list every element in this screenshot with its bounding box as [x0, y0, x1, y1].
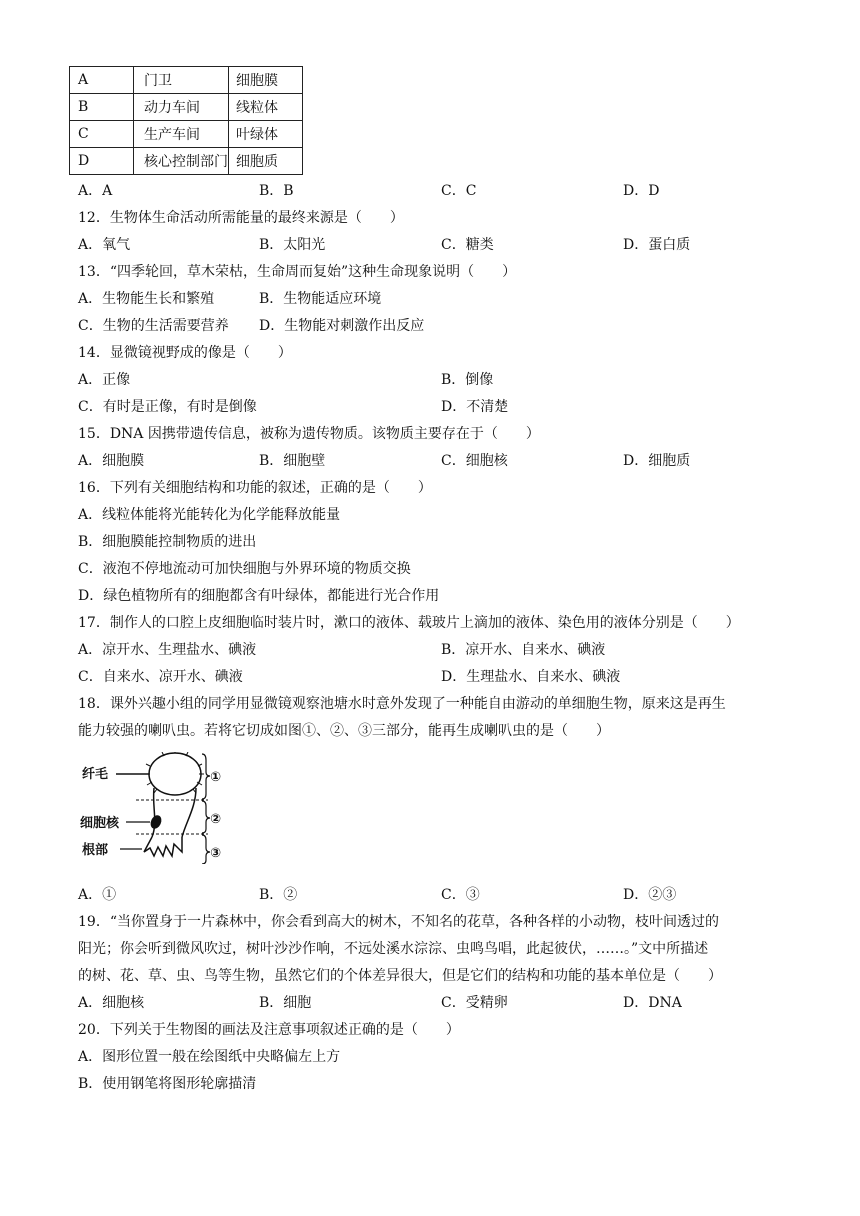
question-19-line3: 的树、花、草、虫、鸟等生物，虽然它们的个体差异很大，但是它们的结构和功能的基本单位是（ ） — [78, 968, 722, 984]
q11-option-c: C．C — [441, 183, 477, 199]
q19-option-a: A．细胞核 — [78, 995, 145, 1011]
label-part-1: ① — [210, 770, 222, 785]
q11-option-a: A．A — [78, 183, 113, 199]
table-row — [70, 94, 303, 121]
q16-option-b: B．细胞膜能控制物质的进出 — [78, 534, 257, 550]
q13-option-c: C．生物的生活需要营养 — [78, 318, 229, 334]
q17-option-c: C．自来水、凉开水、碘液 — [78, 669, 243, 685]
q13-option-a: A．生物能生长和繁殖 — [78, 291, 215, 307]
q20-option-b: B．使用钢笔将图形轮廓描清 — [78, 1076, 257, 1092]
question-13-stem: 13．“四季轮回，草木荣枯，生命周而复始”这种生命现象说明（ ） — [78, 264, 517, 280]
q18-option-a: A．① — [78, 887, 117, 903]
question-12-stem: 12．生物体生命活动所需能量的最终来源是（ ） — [78, 210, 404, 226]
q13-option-d: D．生物能对刺激作出反应 — [259, 318, 425, 334]
label-part-3: ③ — [210, 846, 222, 861]
q14-option-c: C．有时是正像，有时是倒像 — [78, 399, 257, 415]
table-cell: 细胞质 — [229, 148, 303, 175]
q19-option-c: C．受精卵 — [441, 995, 508, 1011]
q17-option-d: D．生理盐水、自来水、碘液 — [441, 669, 621, 685]
q18-option-b: B．② — [259, 887, 298, 903]
question-18-stem-line1: 18．课外兴趣小组的同学用显微镜观察池塘水时意外发现了一种能自由游动的单细胞生物，原来这是再生 — [78, 696, 726, 712]
table-cell: B — [70, 94, 134, 121]
q16-option-c: C．液泡不停地流动可加快细胞与外界环境的物质交换 — [78, 561, 411, 577]
table-cell: C — [70, 121, 134, 148]
question-14-stem: 14．显微镜视野成的像是（ ） — [78, 345, 292, 361]
question-19-line2: 阳光；你会听到微风吹过，树叶沙沙作响，不远处溪水淙淙、虫鸣鸟唱，此起彼伏，……。”文中所描述 — [78, 941, 709, 957]
q19-option-d: D．DNA — [623, 995, 682, 1011]
q15-option-d: D．细胞质 — [623, 453, 691, 469]
table-cell: D — [70, 148, 134, 175]
table-row — [70, 67, 303, 94]
cilia-crown-outline — [149, 753, 201, 795]
question-15-stem: 15．DNA 因携带遗传信息，被称为遗传物质。该物质主要存在于（ ） — [78, 426, 540, 442]
table-cell: 细胞膜 — [229, 67, 303, 94]
q12-option-b: B．太阳光 — [259, 237, 326, 253]
q18-option-c: C．③ — [441, 887, 480, 903]
question-17-stem: 17．制作人的口腔上皮细胞临时装片时，漱口的液体、载玻片上滴加的液体、染色用的液体分别是（ ） — [78, 615, 740, 631]
table-cell: 核心控制部门 — [134, 148, 229, 175]
q12-option-d: D．蛋白质 — [623, 237, 691, 253]
root-outline — [144, 837, 182, 856]
nucleus-shape — [149, 814, 164, 831]
table-row — [70, 121, 303, 148]
table-cell: 动力车间 — [134, 94, 229, 121]
label-part-2: ② — [210, 812, 222, 827]
q18-option-d: D．②③ — [623, 887, 677, 903]
label-cilia: 纤毛 — [82, 767, 109, 782]
q16-option-a: A．线粒体能将光能转化为化学能释放能量 — [78, 507, 341, 523]
table-cell: 叶绿体 — [229, 121, 303, 148]
q11-table — [69, 66, 303, 175]
q14-option-a: A．正像 — [78, 372, 131, 388]
q17-option-b: B．凉开水、自来水、碘液 — [441, 642, 606, 658]
table-cell: 线粒体 — [229, 94, 303, 121]
q12-option-a: A．氧气 — [78, 237, 131, 253]
q14-option-d: D．不清楚 — [441, 399, 509, 415]
table-cell: 生产车间 — [134, 121, 229, 148]
question-16-stem: 16．下列有关细胞结构和功能的叙述，正确的是（ ） — [78, 480, 432, 496]
table-cell: 门卫 — [134, 67, 229, 94]
q19-option-b: B．细胞 — [259, 995, 312, 1011]
q12-option-c: C．糖类 — [441, 237, 494, 253]
table-row — [70, 148, 303, 175]
bracket-1 — [202, 754, 210, 799]
q14-option-b: B．倒像 — [441, 372, 494, 388]
question-19-line1: 19．“当你置身于一片森林中，你会看到高大的树木，不知名的花草，各种各样的小动物，枝叶间透过的 — [78, 914, 719, 930]
bracket-3 — [202, 835, 210, 864]
q15-option-b: B．细胞壁 — [259, 453, 326, 469]
q11-option-b: B．B — [259, 183, 294, 199]
question-20-stem: 20．下列关于生物图的画法及注意事项叙述正确的是（ ） — [78, 1022, 460, 1038]
label-nucleus: 细胞核 — [80, 816, 120, 831]
q15-option-c: C．细胞核 — [441, 453, 508, 469]
question-18-stem-line2: 能力较强的喇叭虫。若将它切成如图①、②、③三部分，能再生成喇叭虫的是（ ） — [78, 723, 610, 739]
q20-option-a: A．图形位置一般在绘图纸中央略偏左上方 — [78, 1049, 341, 1065]
q15-option-a: A．细胞膜 — [78, 453, 145, 469]
table-cell: A — [70, 67, 134, 94]
q11-option-d: D．D — [623, 183, 660, 199]
q13-option-b: B．生物能适应环境 — [259, 291, 382, 307]
bracket-2 — [202, 801, 210, 833]
q16-option-d: D．绿色植物所有的细胞都含有叶绿体，都能进行光合作用 — [78, 588, 440, 604]
q17-option-a: A．凉开水、生理盐水、碘液 — [78, 642, 257, 658]
label-root: 根部 — [82, 843, 109, 858]
trumpet-animalcule-figure — [78, 752, 228, 864]
